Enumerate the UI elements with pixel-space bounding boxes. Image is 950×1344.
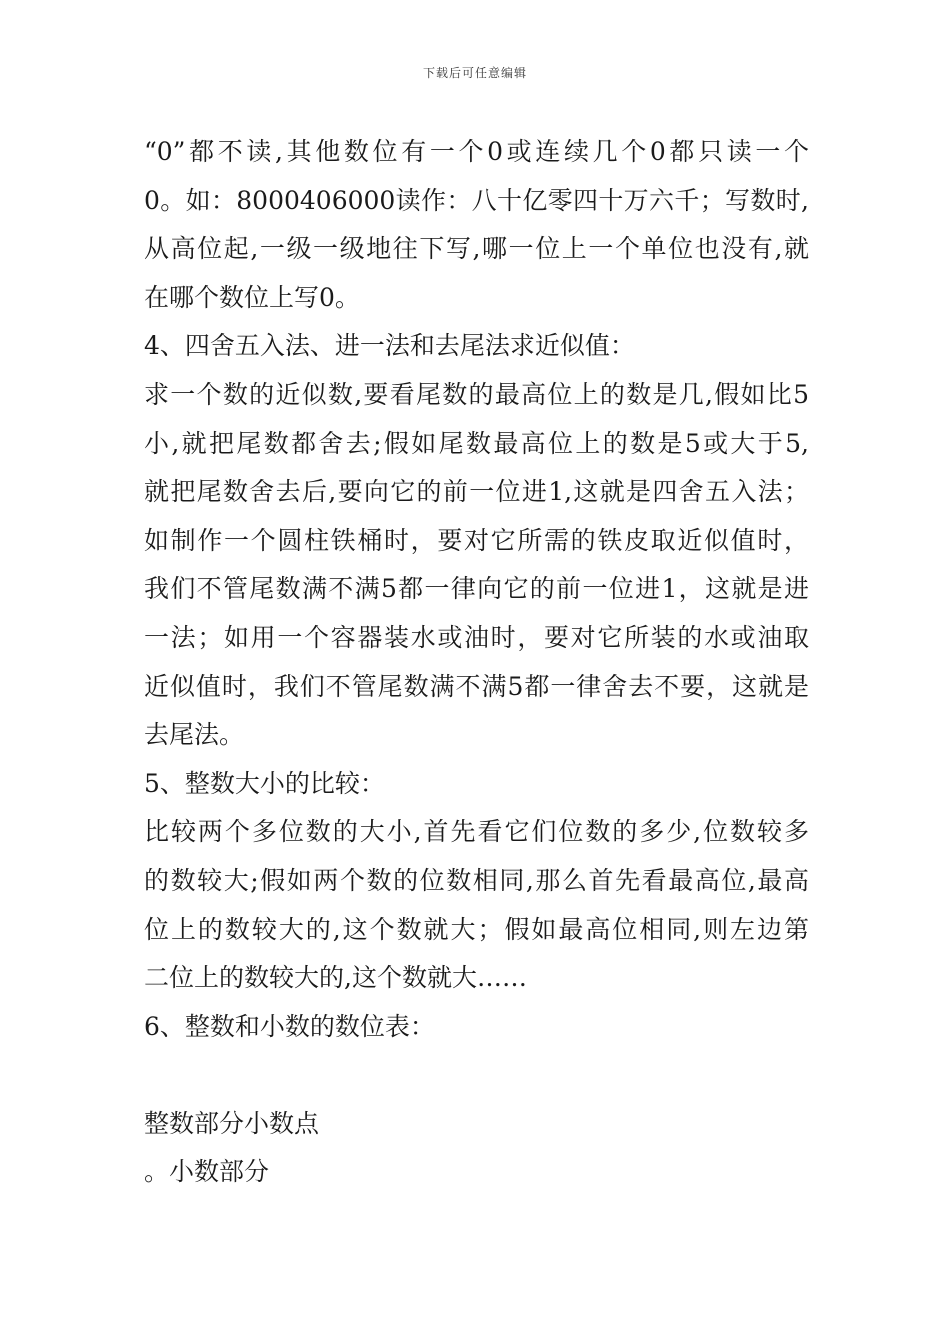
paragraph-line: 从高位起,一级一级地往下写,哪一位上一个单位也没有,就 (144, 234, 809, 264)
section-heading-5: 5、整数大小的比较： (144, 768, 385, 798)
table-label-line: 整数部分小数点 (144, 1108, 320, 1138)
paragraph-line: 位上的数较大的,这个数就大；假如最高位相同,则左边第 (144, 914, 809, 944)
section-heading-6: 6、整数和小数的数位表： (144, 1011, 435, 1041)
page-header: 下载后可任意编辑 (422, 66, 527, 80)
paragraph-line: 一法；如用一个容器装水或油时，要对它所装的水或油取 (144, 622, 809, 652)
paragraph-line: “0”都不读,其他数位有一个0或连续几个0都只读一个 (144, 137, 809, 166)
paragraph-line: 0。如：8000406000读作：八十亿零四十万六千；写数时, (144, 185, 809, 215)
blank-gap (144, 1051, 809, 1100)
section-heading-4: 4、四舍五入法、进一法和去尾法求近似值： (144, 331, 635, 361)
paragraph-line: 的数较大;假如两个数的位数相同,那么首先看最高位,最高 (144, 865, 809, 895)
paragraph-line: 就把尾数舍去后,要向它的前一位进1,这就是四舍五入法； (144, 477, 809, 507)
table-label-line: 。小数部分 (144, 1157, 270, 1187)
paragraph-line: 去尾法。 (144, 720, 245, 750)
paragraph-line: 比较两个多位数的大小,首先看它们位数的多少,位数较多 (144, 817, 809, 847)
paragraph-line: 二位上的数较大的,这个数就大…… (144, 963, 527, 993)
paragraph-line: 在哪个数位上写0。 (144, 282, 360, 312)
paragraph-line: 我们不管尾数满不满5都一律向它的前一位进1，这就是进 (144, 574, 809, 604)
paragraph-line: 如制作一个圆柱铁桶时，要对它所需的铁皮取近似值时， (144, 525, 809, 555)
document-body (144, 128, 809, 1197)
paragraph-line: 近似值时，我们不管尾数满不满5都一律舍去不要，这就是 (144, 671, 809, 701)
paragraph-line: 求一个数的近似数,要看尾数的最高位上的数是几,假如比5 (144, 379, 809, 409)
paragraph-line: 小,就把尾数都舍去;假如尾数最高位上的数是5或大于5, (144, 428, 809, 458)
